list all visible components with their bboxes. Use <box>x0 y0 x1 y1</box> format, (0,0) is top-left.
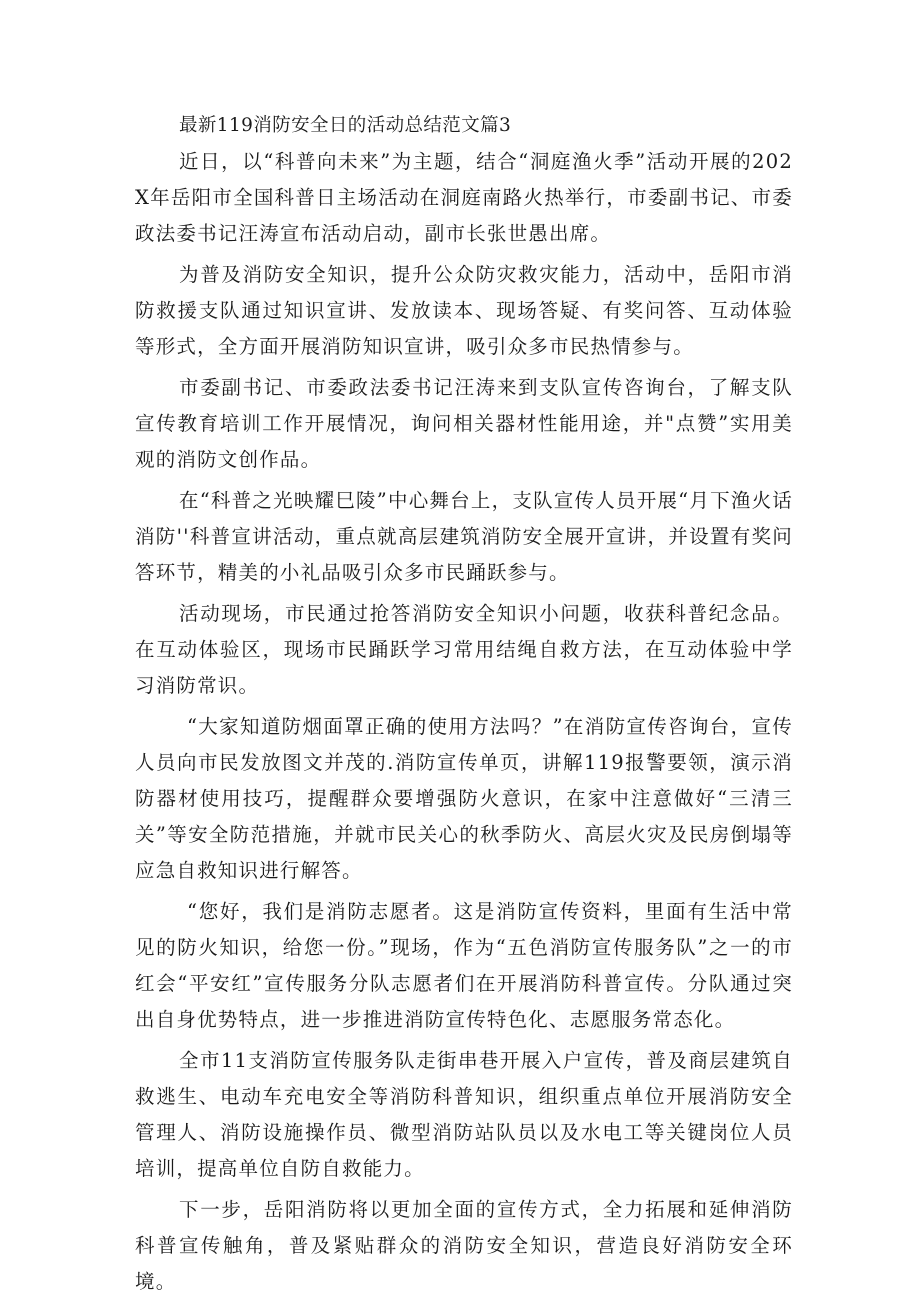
paragraph-8: 全市11支消防宣传服务队走街串巷开展入户宣传，普及商层建筑自救逃生、电动车充电安全等消防科普知识，组织重点单位开展消防安全管理人、消防设施操作员、微型消防站队员以及水电工等关键岗位人员培训，提高单位自防自救能力。 <box>135 1049 793 1180</box>
paragraph-3: 市委副书记、市委政法委书记汪涛来到支队宣传咨询台，了解支队宣传教育培训工作开展情况，询问相关器材性能用途，并"点赞”实用美观的消防文创作品。 <box>135 376 793 471</box>
paragraph-7: “您好，我们是消防志愿者。这是消防宣传资料，里面有生活中常见的防火知识，给您一份。”现场，作为“五色消防宣传服务队”之一的市红会“平安红”宣传服务分队志愿者们在开展消防科普宣传。分队通过突出自身优势特点，进一步推进消防宣传特色化、志愿服务常态化。 <box>135 900 793 1031</box>
paragraph-9: 下一步，岳阳消防将以更加全面的宣传方式，全力拓展和延伸消防科普宣传触角，普及紧贴群众的消防安全知识，营造良好消防安全环境。 <box>135 1198 793 1293</box>
paragraph-5: 活动现场，市民通过抢答消防安全知识小问题，收获科普纪念品。在互动体验区，现场市民踊跃学习常用结绳自救方法，在互动体验中学习消防常识。 <box>135 602 793 697</box>
paragraph-4: 在“科普之光映耀巳陵”中心舞台上，支队宣传人员开展“月下渔火话消防''科普宣讲活动，重点就高层建筑消防安全展开宣讲，并设置有奖问答环节，精美的小礼品吸引众多市民踊跃参与。 <box>135 489 793 584</box>
paragraph-2: 为普及消防安全知识，提升公众防灾救灾能力，活动中，岳阳市消防救援支队通过知识宣讲、发放读本、现场答疑、有奖问答、互动体验等形式，全方面开展消防知识宣讲，吸引众多市民热情参与。 <box>135 263 793 358</box>
paragraph-1: 近日，以“科普向未来”为主题，结合“洞庭渔火季”活动开展的202X年岳阳市全国科普日主场活动在洞庭南路火热举行，市委副书记、市委政法委书记汪涛宣布活动启动，副市长张世愚出席。 <box>135 150 793 245</box>
document-title: 最新119消防安全日的活动总结范文篇3 <box>179 115 512 136</box>
paragraph-6: “大家知道防烟面罩正确的使用方法吗？”在消防宣传咨询台，宣传人员向市民发放图文并茂的.消防宣传单页，讲解119报警要领，演示消防器材使用技巧，提醒群众要增强防火意识，在家中注意做好“三清三关”等安全防范措施，并就市民关心的秋季防火、高层火灾及民房倒塌等应急自救知识进行解答。 <box>135 715 793 882</box>
document-body <box>135 144 793 1305</box>
